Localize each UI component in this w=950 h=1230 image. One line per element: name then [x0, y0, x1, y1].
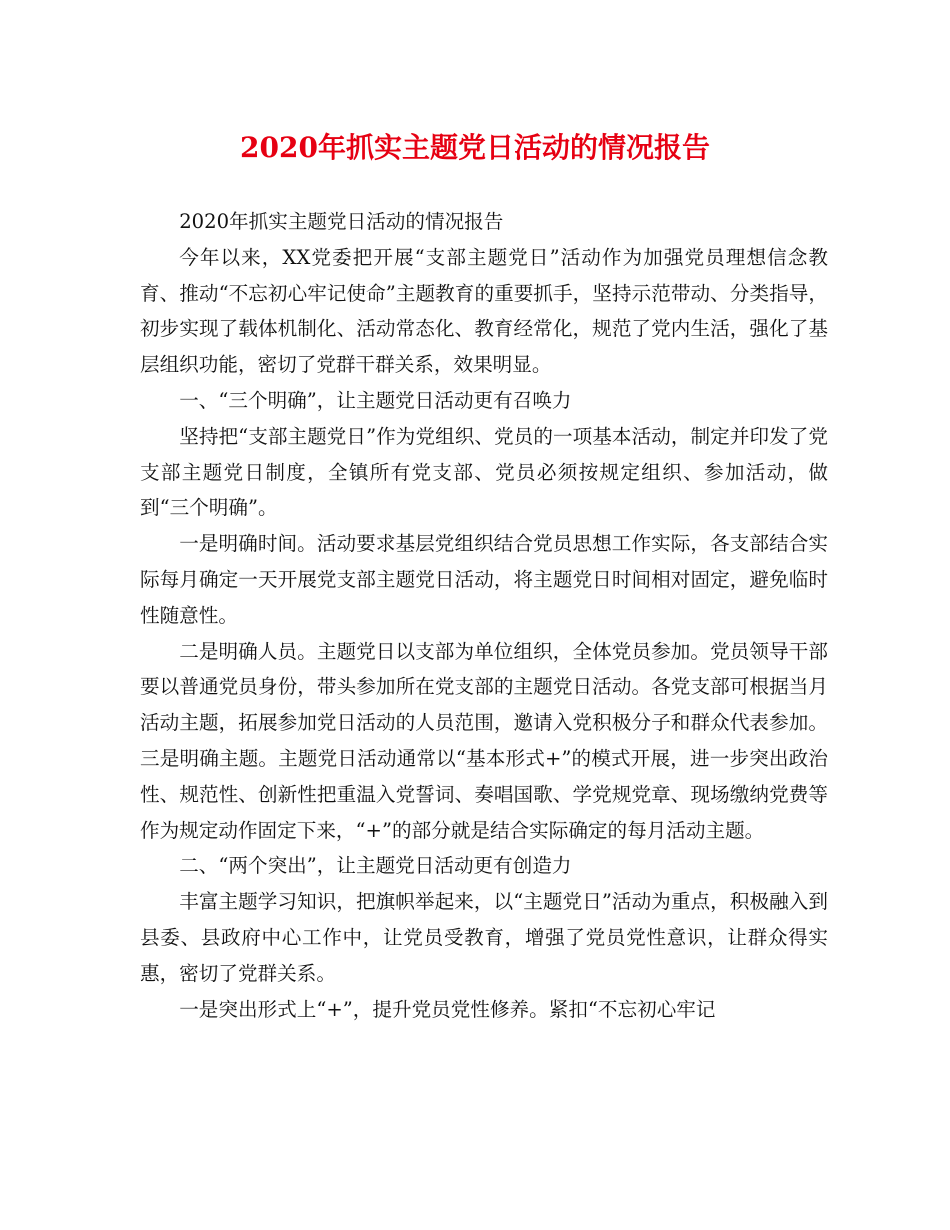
document-body: [140, 204, 828, 1027]
body-paragraph: 今年以来，XX党委把开展“支部主题党日”活动作为加强党员理想信念教育、推动“不忘初心牢记使命”主题教育的重要抓手，坚持示范带动、分类指导，初步实现了载体机制化、活动常态化、教育经常化，规范了党内生活，强化了基层组织功能，密切了党群干群关系，效果明显。: [140, 245, 828, 377]
section-heading: 一、“三个明确”，让主题党日活动更有召唤力: [179, 388, 572, 412]
body-paragraph: 一是突出形式上“+”，提升党员党性修养。紧扣“不忘初心牢记: [179, 997, 716, 1021]
document-title: 2020年抓实主题党日活动的情况报告: [240, 131, 710, 164]
body-paragraph: 坚持把“支部主题党日”作为党组织、党员的一项基本活动，制定并印发了党支部主题党日制度，全镇所有党支部、党员必须按规定组织、参加活动，做到“三个明确”。: [140, 424, 828, 520]
section-heading: 二、“两个突出”，让主题党日活动更有创造力: [179, 854, 572, 878]
body-paragraph: 2020年抓实主题党日活动的情况报告: [179, 210, 504, 233]
body-paragraph: 丰富主题学习知识，把旗帜举起来，以“主题党日”活动为重点，积极融入到县委、县政府中心工作中，让党员受教育，增强了党员党性意识，让群众得实惠，密切了党群关系。: [140, 890, 828, 985]
body-paragraph: 一是明确时间。活动要求基层党组织结合党员思想工作实际，各支部结合实际每月确定一天开展党支部主题党日活动，将主题党日时间相对固定，避免临时性随意性。: [140, 532, 828, 627]
body-paragraph: 二是明确人员。主题党日以支部为单位组织，全体党员参加。党员领导干部要以普通党员身份，带头参加所在党支部的主题党日活动。各党支部可根据当月活动主题，拓展参加党日活动的人员范围，邀请入党积极分子和群众代表参加。三是明确主题。主题党日活动通常以“基本形式+”的模式开展，进一步突出政治性、规范性、创新性把重温入党誓词、奏唱国歌、学党规党章、现场缴纳党费等作为规定动作固定下来，“+”的部分就是结合实际确定的每月活动主题。: [140, 639, 828, 842]
